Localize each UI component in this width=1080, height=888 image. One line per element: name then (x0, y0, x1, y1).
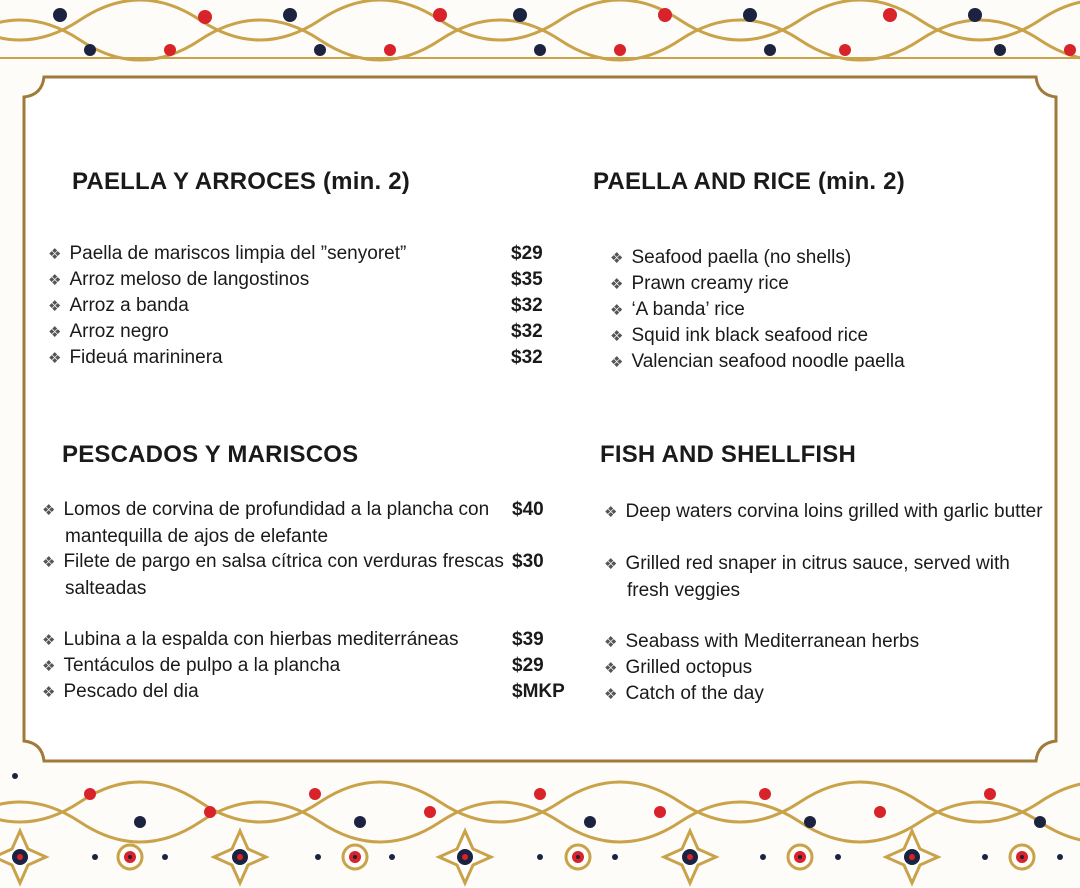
menu-item (610, 245, 851, 272)
item-name: Filete de pargo en salsa cítrica con verduras frescas salteadas (63, 551, 504, 599)
item-price: $30 (512, 551, 544, 572)
menu-item (604, 655, 752, 682)
menu-item (48, 267, 309, 294)
menu-frame (22, 75, 1058, 763)
item-name: Prawn creamy rice (631, 273, 789, 294)
item-name: Valencian seafood noodle paella (631, 351, 905, 372)
bullet-icon: ❖ (610, 276, 624, 293)
item-name: Arroz meloso de langostinos (69, 269, 310, 290)
top-ornament-band (0, 0, 1080, 62)
item-name: Grilled octopus (625, 657, 753, 678)
item-name: Pescado del dia (63, 681, 199, 702)
bottom-ornament-band (0, 772, 1080, 888)
menu-item (604, 629, 919, 656)
bullet-icon: ❖ (610, 328, 624, 345)
menu-item (42, 497, 505, 550)
bullet-icon: ❖ (604, 634, 618, 651)
bullet-icon: ❖ (48, 246, 62, 263)
menu-item (610, 323, 868, 350)
menu-item (610, 297, 745, 324)
menu-item (610, 271, 789, 298)
menu-item (42, 679, 199, 706)
item-name: Arroz negro (69, 321, 169, 342)
item-name: Deep waters corvina loins grilled with garlic butter (625, 501, 1043, 522)
menu-item (42, 549, 505, 602)
item-price: $32 (511, 295, 543, 316)
item-name: Fideuá marininera (69, 347, 223, 368)
item-price: $29 (512, 655, 544, 676)
bullet-icon: ❖ (42, 658, 56, 675)
item-price: $35 (511, 269, 543, 290)
section-title-fish-es: PESCADOS Y MARISCOS (62, 441, 359, 468)
menu-item (604, 681, 764, 708)
menu-item (604, 499, 1057, 526)
item-name: Squid ink black seafood rice (631, 325, 869, 346)
item-name: Arroz a banda (69, 295, 189, 316)
menu-item (604, 551, 1057, 604)
bullet-icon: ❖ (604, 504, 618, 521)
bullet-icon: ❖ (48, 298, 62, 315)
menu-item (48, 293, 189, 320)
item-price: $29 (511, 243, 543, 264)
bullet-icon: ❖ (610, 250, 624, 267)
menu-item (48, 319, 169, 346)
bullet-icon: ❖ (604, 686, 618, 703)
menu-item (48, 345, 223, 372)
item-name: Catch of the day (625, 683, 764, 704)
menu-item (610, 349, 905, 376)
menu-item (42, 653, 340, 680)
bullet-icon: ❖ (604, 660, 618, 677)
menu-item (48, 241, 406, 268)
item-price: $32 (511, 321, 543, 342)
item-price: $32 (511, 347, 543, 368)
bullet-icon: ❖ (604, 556, 618, 573)
item-name: Tentáculos de pulpo a la plancha (63, 655, 341, 676)
item-name: Lomos de corvina de profundidad a la plancha con mantequilla de ajos de elefante (63, 499, 490, 547)
item-name: Paella de mariscos limpia del ”senyoret” (69, 243, 407, 264)
bullet-icon: ❖ (48, 350, 62, 367)
bullet-icon: ❖ (610, 302, 624, 319)
item-name: ‘A banda’ rice (631, 299, 745, 320)
bullet-icon: ❖ (42, 632, 56, 649)
item-name: Seabass with Mediterranean herbs (625, 631, 920, 652)
bullet-icon: ❖ (42, 554, 56, 571)
bullet-icon: ❖ (48, 272, 62, 289)
item-name: Seafood paella (no shells) (631, 247, 852, 268)
item-price: $MKP (512, 681, 565, 702)
bullet-icon: ❖ (48, 324, 62, 341)
section-title-fish-en: FISH AND SHELLFISH (600, 441, 857, 468)
item-price: $39 (512, 629, 544, 650)
bullet-icon: ❖ (42, 502, 56, 519)
section-title-rice-es: PAELLA Y ARROCES (min. 2) (72, 168, 410, 195)
menu-item (42, 627, 459, 654)
item-name: Lubina a la espalda con hierbas mediterráneas (63, 629, 459, 650)
bullet-icon: ❖ (42, 684, 56, 701)
item-price: $40 (512, 499, 544, 520)
section-title-rice-en: PAELLA AND RICE (min. 2) (593, 168, 905, 195)
bullet-icon: ❖ (610, 354, 624, 371)
item-name: Grilled red snaper in citrus sauce, served with fresh veggies (625, 553, 1010, 601)
